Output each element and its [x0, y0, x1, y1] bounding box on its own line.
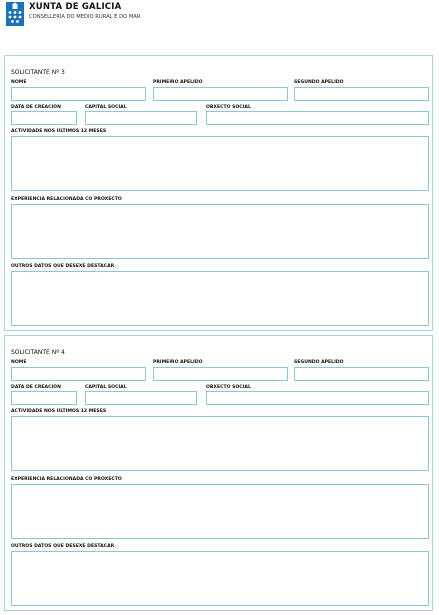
label-primeiro-apelido: PRIMEIRO APELIDO: [153, 80, 203, 85]
nome-input[interactable]: [11, 87, 146, 101]
nome-input[interactable]: [11, 367, 146, 381]
capital-social-input[interactable]: [85, 111, 197, 125]
label-segundo-apelido: SEGUNDO APELIDO: [294, 80, 344, 85]
label-segundo-apelido: SEGUNDO APELIDO: [294, 360, 344, 365]
label-actividade: ACTIVIDADE NOS ÚLTIMOS 12 MESES: [11, 409, 107, 414]
label-data-creacion: DATA DE CREACIÓN: [11, 105, 61, 110]
actividade-textarea[interactable]: [11, 416, 429, 471]
primeiro-apelido-input[interactable]: [153, 87, 288, 101]
data-creacion-input[interactable]: [11, 391, 77, 405]
obxecto-social-input[interactable]: [206, 111, 429, 125]
experiencia-textarea[interactable]: [11, 204, 429, 259]
outros-textarea[interactable]: [11, 271, 429, 326]
segundo-apelido-input[interactable]: [294, 87, 429, 101]
label-data-creacion: DATA DE CREACIÓN: [11, 385, 61, 390]
applicant-section-3: [4, 55, 433, 331]
label-outros: OUTROS DATOS QUE DESEXE DESTACAR: [11, 544, 115, 549]
primeiro-apelido-input[interactable]: [153, 367, 288, 381]
actividade-textarea[interactable]: [11, 136, 429, 191]
brand-title: XUNTA DE GALICIA: [29, 2, 122, 12]
label-primeiro-apelido: PRIMEIRO APELIDO: [153, 360, 203, 365]
capital-social-input[interactable]: [85, 391, 197, 405]
section-title: SOLICITANTE Nº 3: [11, 69, 65, 76]
label-actividade: ACTIVIDADE NOS ÚLTIMOS 12 MESES: [11, 129, 107, 134]
label-experiencia: EXPERIENCIA RELACIONADA CO PROXECTO: [11, 197, 122, 202]
outros-textarea[interactable]: [11, 551, 429, 606]
label-outros: OUTROS DATOS QUE DESEXE DESTACAR: [11, 264, 115, 269]
label-obxecto-social: OBXECTO SOCIAL: [206, 105, 251, 110]
label-experiencia: EXPERIENCIA RELACIONADA CO PROXECTO: [11, 477, 122, 482]
data-creacion-input[interactable]: [11, 111, 77, 125]
obxecto-social-input[interactable]: [206, 391, 429, 405]
page-header: [6, 2, 206, 30]
label-nome: NOME: [11, 360, 27, 365]
brand-subtitle: CONSELLERÍA DO MEDIO RURAL E DO MAR: [29, 14, 141, 20]
label-capital-social: CAPITAL SOCIAL: [85, 385, 127, 390]
section-title: SOLICITANTE Nº 4: [11, 349, 65, 356]
experiencia-textarea[interactable]: [11, 484, 429, 539]
segundo-apelido-input[interactable]: [294, 367, 429, 381]
label-obxecto-social: OBXECTO SOCIAL: [206, 385, 251, 390]
label-nome: NOME: [11, 80, 27, 85]
label-capital-social: CAPITAL SOCIAL: [85, 105, 127, 110]
applicant-section-4: [4, 335, 433, 611]
xunta-galicia-logo-icon: [6, 2, 24, 26]
